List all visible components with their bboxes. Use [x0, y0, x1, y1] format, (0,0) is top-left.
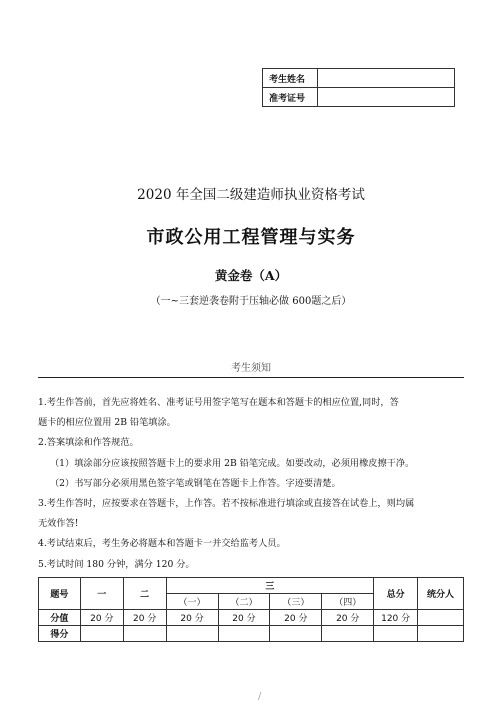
- score-row: [39, 626, 464, 642]
- points-cell: 20 分: [270, 610, 322, 626]
- subject-title: 市政公用工程管理与实务: [146, 227, 356, 248]
- score-cell: [123, 626, 166, 642]
- divider-line: [38, 377, 464, 378]
- notice-line: 3.考生作答时，应按要求在答题卡，上作答。若不按标准进行填涂或直接答在试卷上，则均属: [38, 498, 415, 510]
- admission-number-field: [318, 88, 455, 107]
- header-subsection: （三）: [270, 594, 322, 610]
- header-subsection: （二）: [218, 594, 270, 610]
- points-row: [39, 610, 464, 626]
- header-section-two: 二: [123, 578, 166, 610]
- score-cell: [218, 626, 270, 642]
- header-question-number: 题号: [39, 578, 81, 610]
- notice-line: （2）书写部分必须用黑色签字笔或钢笔在答题卡上作答。字迹要清楚。: [50, 477, 341, 489]
- points-row-label: 分值: [39, 610, 81, 626]
- points-cell: 20 分: [322, 610, 374, 626]
- score-table: [38, 577, 464, 642]
- score-cell: [418, 626, 464, 642]
- header-subsection: （一）: [166, 594, 218, 610]
- score-cell: [374, 626, 418, 642]
- score-cell: [322, 626, 374, 642]
- score-row-label: 得分: [39, 626, 81, 642]
- candidate-name-field: [318, 69, 455, 88]
- exam-title: 2020 年全国二级建造师执业资格考试: [137, 187, 365, 203]
- notice-line: 题卡的相应位置用 2B 铅笔填涂。: [38, 417, 176, 429]
- points-cell-empty: [418, 610, 464, 626]
- notice-line: 4.考试结束后，考生务必将题本和答题卡一并交给监考人员。: [38, 538, 286, 550]
- notice-line: （1）填涂部分应该按照答题卡上的要求用 2B 铅笔完成。如要改动，必须用橡皮擦干净。: [50, 457, 415, 469]
- volume-note: （一~三套逆袭卷附于压轴必做 600题之后）: [150, 296, 352, 307]
- points-cell: 20 分: [166, 610, 218, 626]
- points-cell: 20 分: [218, 610, 270, 626]
- candidate-info-box: [262, 68, 455, 107]
- points-cell: 20 分: [123, 610, 166, 626]
- header-section-one: 一: [80, 578, 123, 610]
- header-subsection: （四）: [322, 594, 374, 610]
- volume-title: 黄金卷（A）: [214, 268, 288, 283]
- notice-line: 5.考试时间 180 分钟，满分 120 分。: [38, 558, 195, 570]
- page-corner-mark: /: [258, 691, 262, 702]
- header-section-three: 三: [166, 578, 374, 594]
- score-cell: [270, 626, 322, 642]
- header-grader: 统分人: [418, 578, 464, 610]
- notice-line: 无效作答!: [38, 518, 79, 530]
- notice-heading: 考生须知: [231, 363, 271, 374]
- points-cell: 120 分: [374, 610, 418, 626]
- notice-line: 1.考生作答前，首先应将姓名、准考证号用签字笔写在题本和答题卡的相应位置,同时，答: [38, 397, 399, 408]
- notice-line: 2.答案填涂和作答规范。: [38, 437, 139, 449]
- score-cell: [80, 626, 123, 642]
- candidate-name-label: 考生姓名: [263, 69, 318, 88]
- admission-number-label: 准考证号: [263, 88, 318, 107]
- header-total: 总分: [374, 578, 418, 610]
- points-cell: 20 分: [80, 610, 123, 626]
- score-cell: [166, 626, 218, 642]
- notice-list: [38, 393, 462, 575]
